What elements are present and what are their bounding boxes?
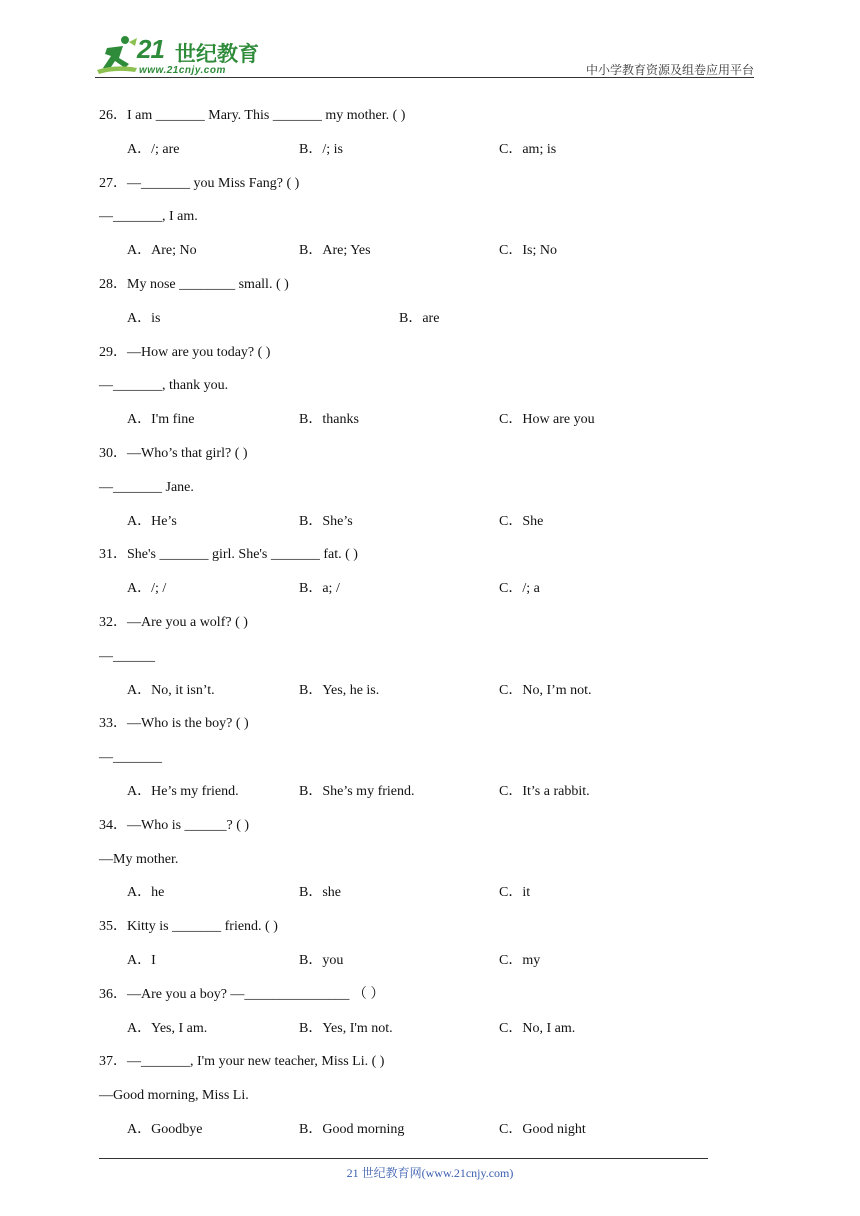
question-list [99,104,759,1152]
question-stem: 31．She's _______ girl. She's _______ fat. ( ) [99,547,358,563]
option-c[interactable]: C．am; is [499,141,557,157]
question-item [99,814,759,915]
question-stem: 36．—Are you a boy? —_______________ （ ） [99,986,385,1002]
question-response: —_______, thank you. [99,378,229,394]
answer-options [99,679,759,713]
question-stem: 34．—Who is ______? ( ) [99,817,250,833]
question-item [99,1050,759,1151]
footer-divider [99,1158,708,1159]
question-stem: 30．—Who’s that girl? ( ) [99,445,248,461]
answer-options [99,307,759,341]
option-b[interactable]: B．a; / [299,581,340,597]
option-c[interactable]: C．She [499,513,544,529]
option-b[interactable]: B．she [299,885,341,901]
option-b[interactable]: B．/; is [299,141,343,157]
site-logo [95,34,265,78]
option-c[interactable]: C．It’s a rabbit. [499,783,590,799]
option-b[interactable]: B．are [399,310,440,326]
question-stem: 29．—How are you today? ( ) [99,344,271,360]
question-stem: 26．I am _______ Mary. This _______ my mother. ( ) [99,108,406,123]
option-c[interactable]: C．my [499,952,541,968]
header-divider [95,77,754,78]
answer-options [99,1118,759,1152]
option-a[interactable]: A．Goodbye [127,1121,203,1137]
question-item [99,104,759,172]
question-item [99,611,759,712]
option-a[interactable]: A．Are; No [127,243,197,259]
option-a[interactable]: A．/; / [127,581,167,597]
option-a[interactable]: A．is [127,310,161,326]
answer-options [99,138,759,172]
option-b[interactable]: B．Good morning [299,1121,405,1137]
logo-url: www.21cnjy.com [139,65,226,76]
option-b[interactable]: B．Yes, he is. [299,682,380,698]
question-response: —My mother. [99,851,179,867]
question-stem: 32．—Are you a wolf? ( ) [99,614,248,630]
answer-options [99,780,759,814]
question-item [99,273,759,341]
question-item [99,442,759,543]
answer-options [99,577,759,611]
question-item [99,172,759,273]
option-a[interactable]: A．/; are [127,141,180,157]
option-b[interactable]: B．thanks [299,412,359,428]
option-c[interactable]: C．/; a [499,581,540,597]
answer-options [99,881,759,915]
option-a[interactable]: A．I'm fine [127,412,195,428]
question-response: —______ [99,648,155,664]
question-stem: 28．My nose ________ small. ( ) [99,276,289,292]
question-response: —_______ Jane. [99,479,194,495]
question-stem: 37．—_______, I'm your new teacher, Miss Li. ( ) [99,1054,385,1070]
question-item [99,915,759,983]
question-response: —_______, I am. [99,209,198,225]
option-a[interactable]: A．He’s my friend. [127,783,239,799]
option-a[interactable]: A．No, it isn’t. [127,682,215,698]
option-c[interactable]: C．No, I’m not. [499,682,592,698]
question-item [99,341,759,442]
question-item [99,543,759,611]
option-c[interactable]: C．How are you [499,412,595,428]
answer-options [99,510,759,544]
option-a[interactable]: A．I [127,952,156,968]
option-a[interactable]: A．Yes, I am. [127,1020,208,1036]
answer-options [99,1017,759,1051]
option-c[interactable]: C．it [499,885,531,901]
option-a[interactable]: A．he [127,885,165,901]
option-b[interactable]: B．you [299,952,344,968]
question-stem: 27．—_______ you Miss Fang? ( ) [99,175,300,191]
answer-options [99,949,759,983]
option-c[interactable]: C．No, I am. [499,1020,576,1036]
question-item [99,983,759,1051]
option-b[interactable]: B．She’s [299,513,353,529]
answer-options [99,239,759,273]
question-response: —_______ [99,750,162,766]
option-c[interactable]: C．Is; No [499,243,557,259]
option-c[interactable]: C．Good night [499,1121,586,1137]
question-response: —Good morning, Miss Li. [99,1088,249,1104]
platform-title: 中小学教育资源及组卷应用平台 [585,63,754,77]
footer-text[interactable]: 21 世纪教育网(www.21cnjy.com) [346,1166,514,1180]
runner-logo-icon [95,34,139,76]
answer-options [99,408,759,442]
option-b[interactable]: B．Are; Yes [299,243,371,259]
question-item [99,712,759,813]
question-stem: 35．Kitty is _______ friend. ( ) [99,919,278,935]
question-stem: 33．—Who is the boy? ( ) [99,716,249,732]
option-b[interactable]: B．She’s my friend. [299,783,415,799]
option-b[interactable]: B．Yes, I'm not. [299,1020,393,1036]
logo-title: 世纪教育 [175,42,259,66]
logo-number: 21 [137,34,164,64]
page-header [0,0,860,80]
option-a[interactable]: A．He’s [127,513,177,529]
